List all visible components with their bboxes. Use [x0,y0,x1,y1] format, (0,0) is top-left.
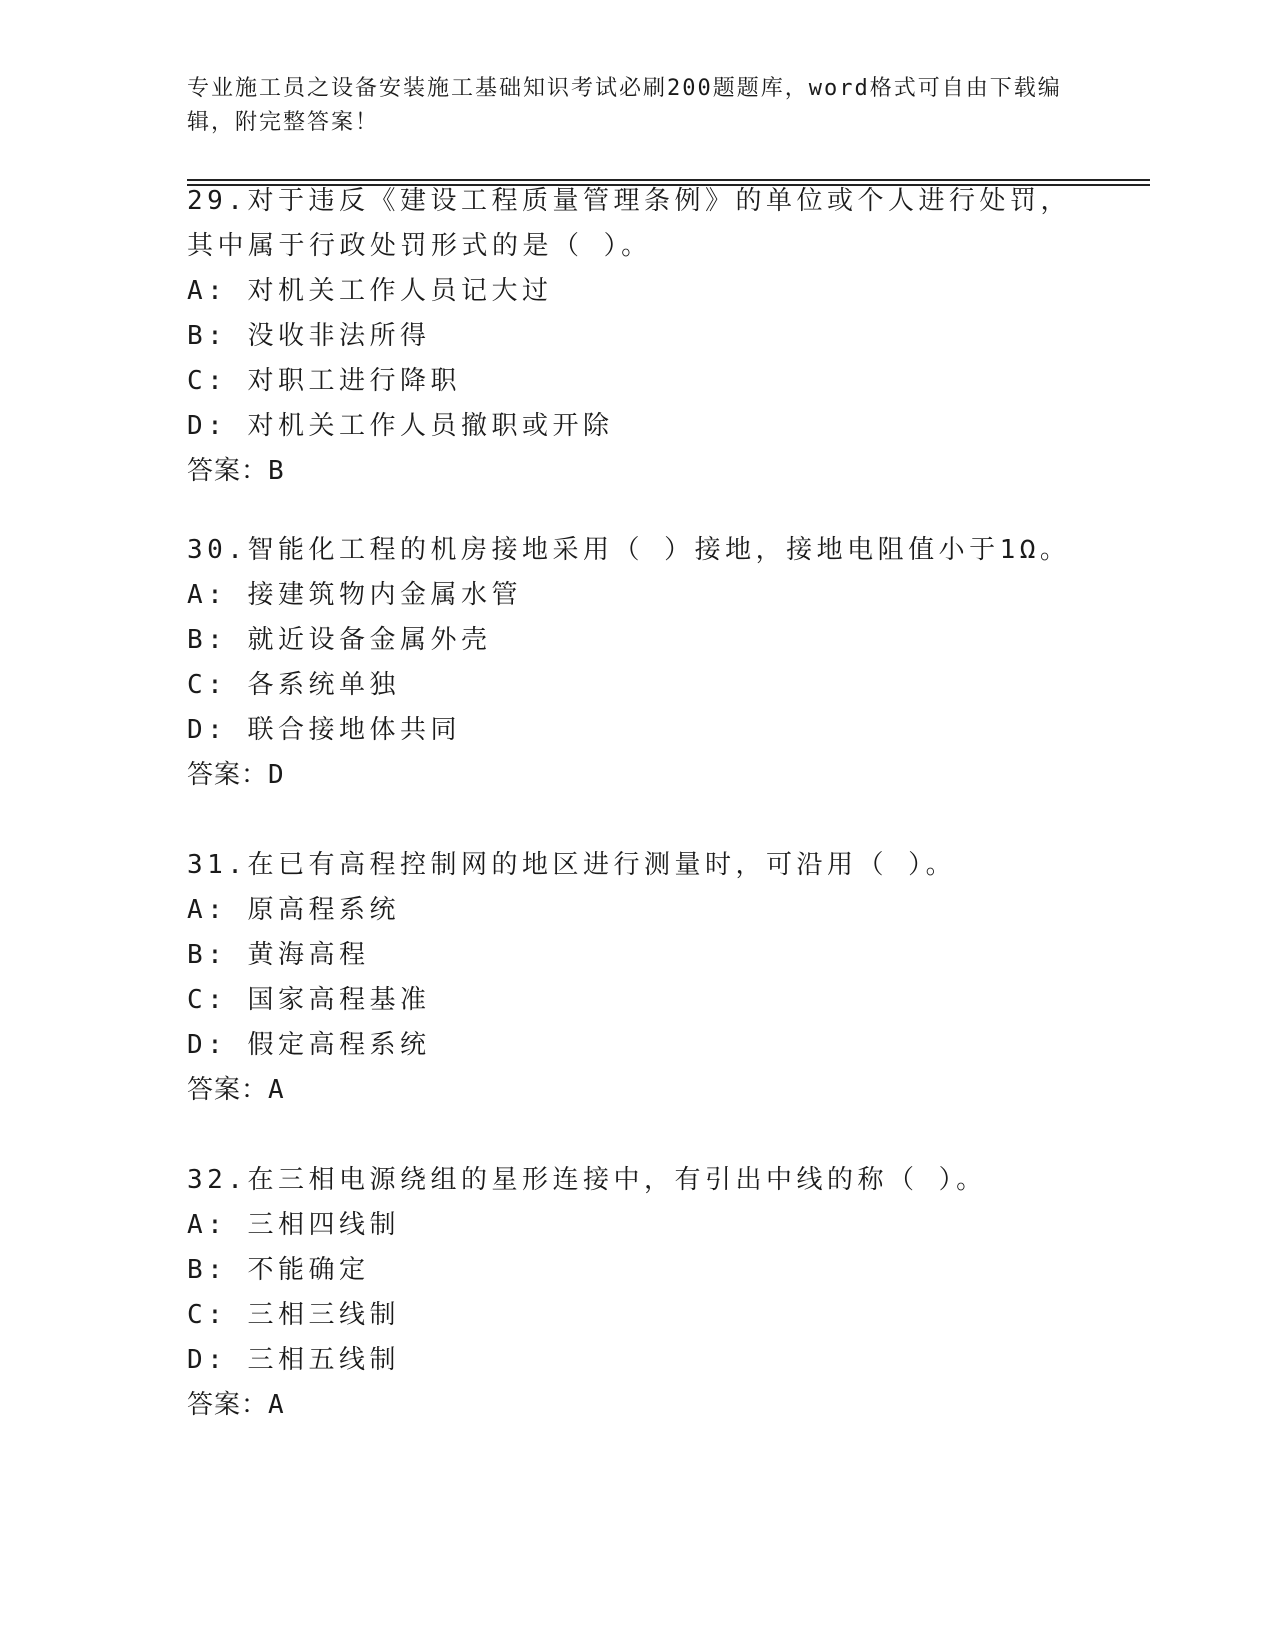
question-stem: 29.对于违反《建设工程质量管理条例》的单位或个人进行处罚，其中属于行政处罚形式的是（ ）。 [187,186,1071,261]
option-a: A: 对机关工作人员记大过 [187,276,553,306]
question-30 [187,528,1087,798]
answer: 答案：A [187,1390,285,1420]
question-31 [187,843,1087,1113]
option-b: B: 不能确定 [187,1255,370,1285]
option-c: C: 各系统单独 [187,670,400,700]
question-stem: 30.智能化工程的机房接地采用（ ）接地，接地电阻值小于1Ω。 [187,535,1071,565]
option-c: C: 对职工进行降职 [187,366,461,396]
option-b: B: 没收非法所得 [187,321,431,351]
option-a: A: 原高程系统 [187,895,400,925]
option-a: A: 接建筑物内金属水管 [187,580,522,610]
question-29 [187,179,1087,494]
answer: 答案：D [187,760,285,790]
option-d: D: 联合接地体共同 [187,715,461,745]
option-a: A: 三相四线制 [187,1210,400,1240]
option-b: B: 黄海高程 [187,940,370,970]
option-d: D: 三相五线制 [187,1345,400,1375]
question-stem: 32.在三相电源绕组的星形连接中，有引出中线的称（ ）。 [187,1165,987,1195]
option-b: B: 就近设备金属外壳 [187,625,492,655]
option-d: D: 假定高程系统 [187,1030,431,1060]
option-c: C: 三相三线制 [187,1300,400,1330]
answer: 答案：B [187,456,285,486]
option-c: C: 国家高程基准 [187,985,431,1015]
question-stem: 31.在已有高程控制网的地区进行测量时，可沿用（ ）。 [187,850,957,880]
page-header: 专业施工员之设备安装施工基础知识考试必刷200题题库，word格式可自由下载编辑，附完整答案！ [187,76,1062,135]
option-d: D: 对机关工作人员撤职或开除 [187,411,614,441]
question-32 [187,1158,1087,1428]
answer: 答案：A [187,1075,285,1105]
